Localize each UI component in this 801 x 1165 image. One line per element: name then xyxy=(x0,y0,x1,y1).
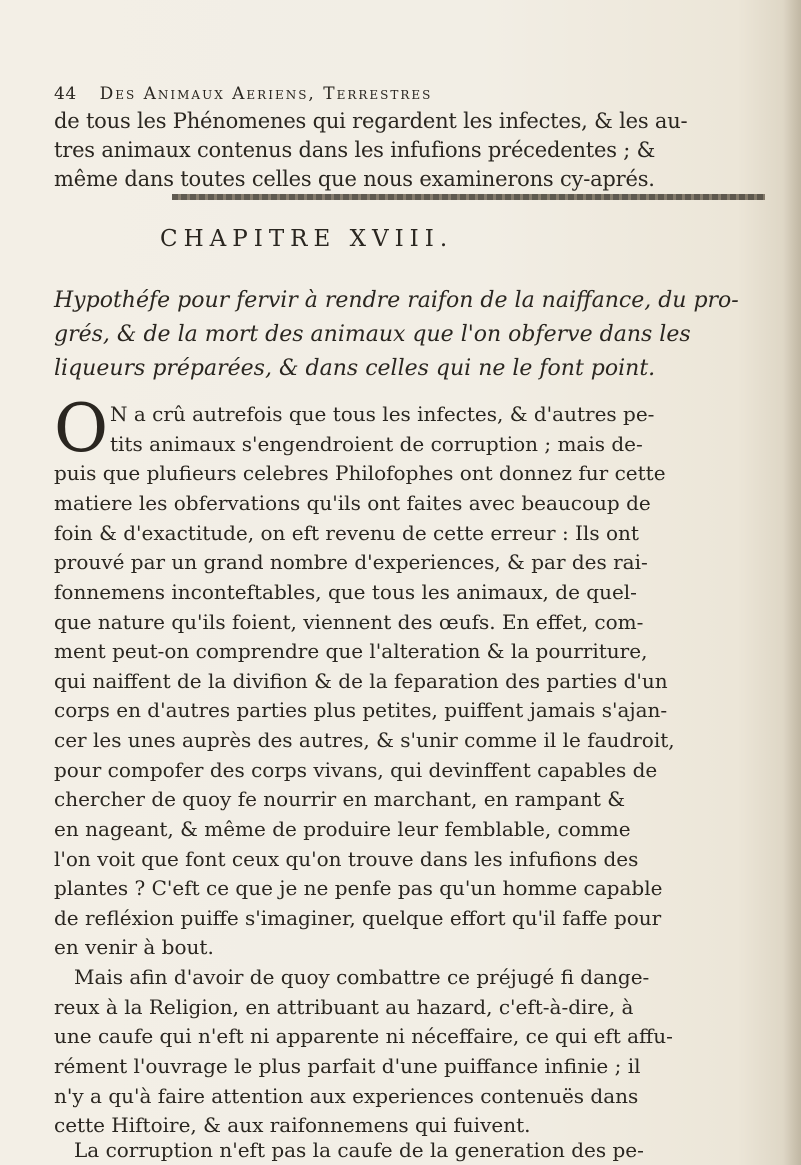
body-line: l'on voit que font ceux qu'on trouve dans les infufions des xyxy=(54,847,639,871)
running-header xyxy=(54,84,694,104)
body-line: une caufe qui n'eft ni apparente ni néceffaire, ce qui eft affu- xyxy=(54,1024,673,1048)
body-line: en nageant, & même de produire leur femblable, comme xyxy=(54,817,631,841)
body-line: foin & d'exactitude, on eft revenu de cette erreur : Ils ont xyxy=(54,521,639,545)
body-line: corps en d'autres parties plus petites, puiffent jamais s'ajan- xyxy=(54,698,668,722)
body-line: qui naiffent de la divifion & de la feparation des parties d'un xyxy=(54,669,668,693)
body-line: reux à la Religion, en attribuant au hazard, c'eft-à-dire, à xyxy=(54,995,634,1019)
body-line: n'y a qu'à faire attention aux experiences contenuës dans xyxy=(54,1084,639,1108)
body-line: N a crû autrefois que tous les infectes, & d'autres pe- xyxy=(110,402,655,426)
chapter-summary-line: Hypothéfe pour fervir à rendre raifon de la naiffance, du pro- xyxy=(54,288,739,313)
body-line: rément l'ouvrage le plus parfait d'une puiffance infinie ; il xyxy=(54,1054,641,1078)
body-line: matiere les obfervations qu'ils ont faites avec beaucoup de xyxy=(54,491,651,515)
body-line: cer les unes auprès des autres, & s'unir comme il le faudroit, xyxy=(54,728,675,752)
body-line: cette Hiftoire, & aux raifonnemens qui fuivent. xyxy=(54,1113,531,1137)
page-number: 44 xyxy=(54,84,77,104)
running-title: Des Animaux Aeriens, Terrestres xyxy=(99,84,433,104)
chapter-summary-line: grés, & de la mort des animaux que l'on obferve dans les xyxy=(54,322,691,347)
body-line: puis que plufieurs celebres Philofophes ont donnez fur cette xyxy=(54,461,666,485)
intro-line: même dans toutes celles que nous examinerons cy-aprés. xyxy=(54,167,655,191)
body-line: prouvé par un grand nombre d'experiences, & par des rai- xyxy=(54,550,648,574)
body-line: fonnemens inconteftables, que tous les animaux, de quel- xyxy=(54,580,637,604)
body-line: pour compofer des corps vivans, qui devinffent capables de xyxy=(54,758,658,782)
body-line: La corruption n'eft pas la caufe de la generation des pe- xyxy=(74,1138,644,1162)
chapter-title: CHAPITRE XVIII. xyxy=(160,226,454,252)
page-edge-shadow xyxy=(783,0,801,1165)
body-line: plantes ? C'eft ce que je ne penfe pas qu'un homme capable xyxy=(54,876,663,900)
body-line: ment peut-on comprendre que l'alteration & la pourriture, xyxy=(54,639,648,663)
body-line: de refléxion puiffe s'imaginer, quelque effort qu'il faffe pour xyxy=(54,906,662,930)
intro-line: tres animaux contenus dans les infufions précedentes ; & xyxy=(54,138,656,162)
body-line: que nature qu'ils foient, viennent des œufs. En effet, com- xyxy=(54,610,644,634)
body-line: en venir à bout. xyxy=(54,935,214,959)
drop-cap: O xyxy=(54,390,109,467)
chapter-summary-line: liqueurs préparées, & dans celles qui ne le font point. xyxy=(54,356,656,381)
intro-line: de tous les Phénomenes qui regardent les infectes, & les au- xyxy=(54,109,688,133)
decorative-rule xyxy=(172,194,765,200)
body-line: Mais afin d'avoir de quoy combattre ce préjugé fi dange- xyxy=(74,965,650,989)
body-line: chercher de quoy fe nourrir en marchant, en rampant & xyxy=(54,787,626,811)
body-line: tits animaux s'engendroient de corruption ; mais de- xyxy=(110,432,643,456)
